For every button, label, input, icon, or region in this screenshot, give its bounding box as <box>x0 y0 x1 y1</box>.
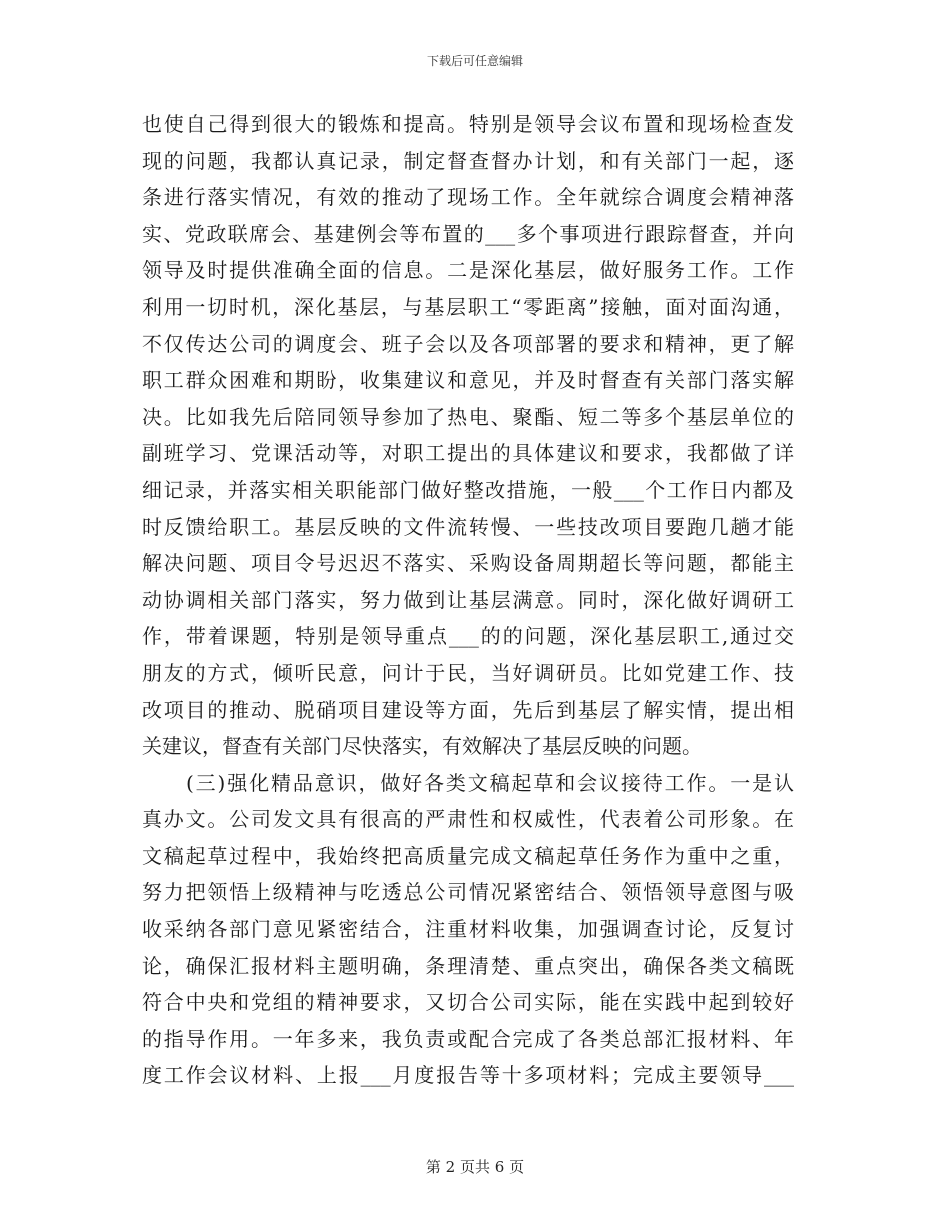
text-line: 现的问题，我都认真记录，制定督查督办计划，和有关部门一起，逐 <box>142 148 794 173</box>
text-line: 的指导作用。一年多来，我负责或配合完成了各类总部汇报材料、年 <box>142 1026 794 1051</box>
text-line: 动协调相关部门落实，努力做到让基层满意。同时，深化做好调研工 <box>142 587 794 612</box>
text-line: 领导及时提供准确全面的信息。二是深化基层，做好服务工作。工作 <box>142 258 794 283</box>
text-line: 不仅传达公司的调度会、班子会以及各项部署的要求和精神，更了解 <box>142 331 794 356</box>
text-line: 努力把领悟上级精神与吃透总公司情况紧密结合、领悟领导意图与吸 <box>142 880 794 905</box>
text-line: 时反馈给职工。基层反映的文件流转慢、一些技改项目要跑几趟才能 <box>142 514 794 539</box>
text-line: 副班学习、党课活动等，对职工提出的具体建议和要求，我都做了详 <box>142 441 794 466</box>
text-line: 也使自己得到很大的锻炼和提高。特别是领导会议布置和现场检查发 <box>142 112 794 136</box>
text-line: 利用一切时机，深化基层，与基层职工“零距离”接触，面对面沟通， <box>142 294 794 319</box>
text-line: 论，确保汇报材料主题明确，条理清楚、重点突出，确保各类文稿既 <box>142 953 794 978</box>
text-line: 符合中央和党组的精神要求，又切合公司实际，能在实践中起到较好 <box>142 990 794 1015</box>
text-line: 改项目的推动、脱硝项目建设等方面，先后到基层了解实情，提出相 <box>142 697 794 722</box>
page-header: 下载后可任意编辑 <box>426 54 523 68</box>
text-line: 实、党政联席会、基建例会等布置的___多个事项进行跟踪督查，并向 <box>142 221 794 246</box>
page-footer: 第 2 页共 6 页 <box>425 1158 525 1176</box>
text-line: 关建议，督查有关部门尽快落实，有效解决了基层反映的问题。 <box>142 734 702 759</box>
text-line: 职工群众困难和期盼，收集建议和意见，并及时督查有关部门落实解 <box>142 368 794 393</box>
text-line: 条进行落实情况，有效的推动了现场工作。全年就综合调度会精神落 <box>142 185 794 210</box>
text-line: 细记录，并落实相关职能部门做好整改措施，一般___个工作日内都及 <box>142 477 794 502</box>
document-body <box>142 106 794 1094</box>
section-heading-line: (三)强化精品意识，做好各类文稿起草和会议接待工作。一是认 <box>186 770 794 795</box>
text-line: 决。比如我先后陪同领导参加了热电、聚酯、短二等多个基层单位的 <box>142 404 794 429</box>
text-line: 文稿起草过程中，我始终把高质量完成文稿起草任务作为重中之重， <box>142 843 794 868</box>
text-line: 解决问题、项目令号迟迟不落实、采购设备周期超长等问题，都能主 <box>142 551 794 576</box>
text-line: 作，带着课题，特别是领导重点___的的问题，深化基层职工,通过交 <box>142 624 794 649</box>
text-line: 收采纳各部门意见紧密结合，注重材料收集，加强调查讨论，反复讨 <box>142 917 794 942</box>
text-line: 度工作会议材料、上报___月度报告等十多项材料；完成主要领导___ <box>142 1063 794 1088</box>
text-line: 朋友的方式，倾听民意，问计于民，当好调研员。比如党建工作、技 <box>142 660 794 685</box>
text-line: 真办文。公司发文具有很高的严肃性和权威性，代表着公司形象。在 <box>142 807 794 832</box>
